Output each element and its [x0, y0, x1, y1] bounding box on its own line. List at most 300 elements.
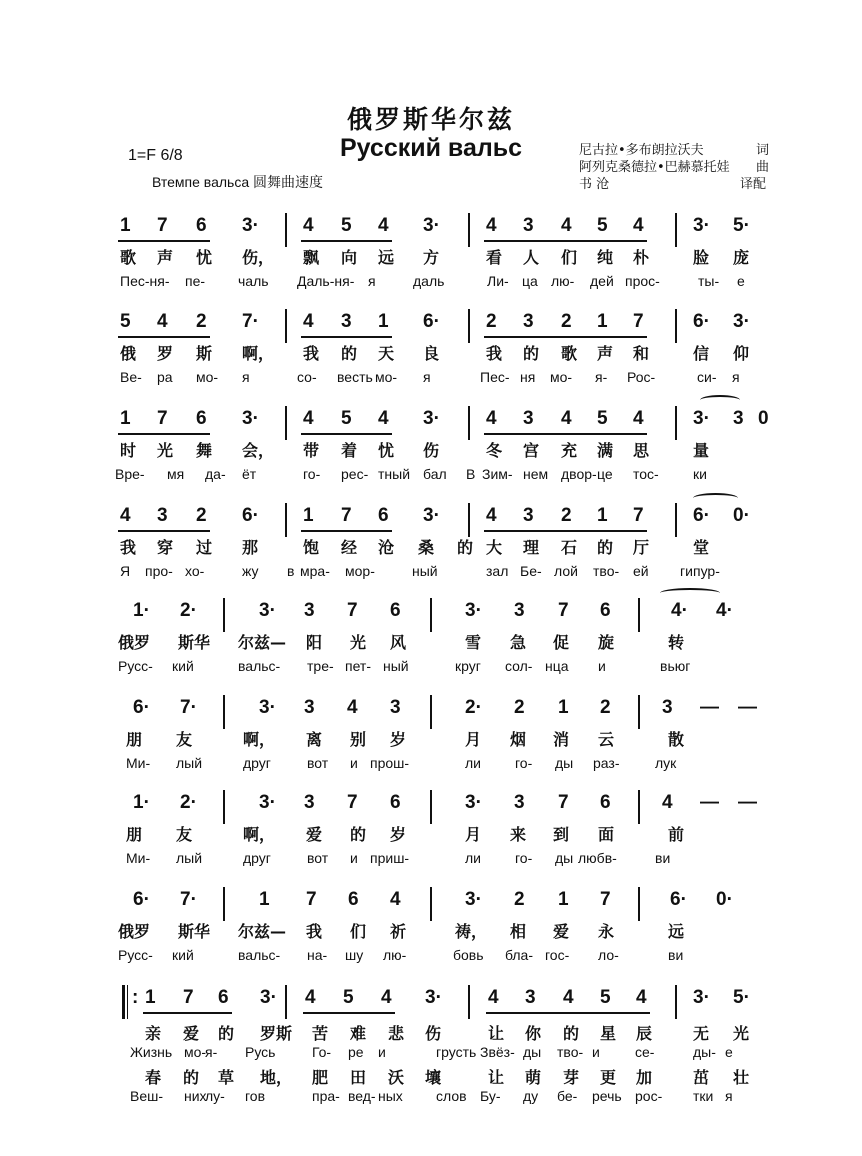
note: 4: [378, 408, 389, 429]
lyric-chinese: 朋: [126, 825, 143, 844]
lyric-chinese: 和: [633, 344, 650, 363]
lyric-russian: мо-: [375, 369, 398, 385]
lyric-chinese: 看: [486, 248, 503, 267]
lyric-chinese: 向: [341, 248, 358, 267]
note: 2: [600, 697, 611, 718]
lyric-russian: ги: [680, 563, 693, 579]
barline: [430, 695, 432, 729]
note: 3: [523, 505, 534, 526]
note: 1: [259, 889, 270, 910]
beam-underline: [484, 433, 647, 435]
lyric-russian: про-: [145, 563, 173, 579]
beam-underline: [118, 433, 210, 435]
lyric-russian: весть: [337, 369, 373, 385]
lyric-chinese-verse2: 壤: [425, 1068, 442, 1087]
lyric-chinese: 着: [341, 441, 358, 460]
lyric-russian: ей: [633, 563, 649, 579]
barline: [430, 887, 432, 921]
lyric-chinese: 消: [553, 730, 570, 749]
barline: [468, 985, 470, 1019]
lyric-russian: любв-: [578, 850, 617, 866]
note: 2·: [180, 600, 197, 621]
lyric-russian: ды: [555, 850, 574, 866]
lyric-chinese: 带: [303, 441, 320, 460]
note: 2: [514, 889, 525, 910]
note: 2: [196, 505, 207, 526]
note: 3: [514, 600, 525, 621]
note: 7: [558, 600, 569, 621]
lyric-russian-verse2: вед-: [348, 1088, 376, 1104]
note: —: [700, 792, 719, 813]
lyric-chinese: 我: [306, 922, 323, 941]
barline: [638, 790, 640, 824]
lyric-russian: я: [242, 369, 250, 385]
lyric-chinese: 人: [523, 248, 540, 267]
note: 3: [304, 792, 315, 813]
note: 6·: [423, 311, 440, 332]
lyric-chinese: 爱: [306, 825, 323, 844]
lyric-russian: хо-: [185, 563, 205, 579]
lyric-chinese: 阳: [306, 633, 323, 652]
lyric-russian: Пес-ня-: [120, 273, 170, 289]
lyric-chinese-verse2: 更: [600, 1068, 617, 1087]
beam-underline: [484, 240, 647, 242]
lyric-russian: Вре-: [115, 466, 145, 482]
lyric-russian: в: [287, 563, 295, 579]
lyric-chinese: 的: [218, 1024, 235, 1043]
note: 3·: [423, 408, 440, 429]
lyric-russian: прош-: [370, 755, 410, 771]
lyric-russian: со-: [297, 369, 317, 385]
lyric-chinese: 无: [693, 1024, 710, 1043]
lyric-chinese: 时: [120, 441, 137, 460]
lyric-chinese: 仰: [733, 344, 750, 363]
barline: [675, 406, 677, 440]
lyric-chinese: 思: [633, 441, 650, 460]
note: 5·: [733, 215, 750, 236]
lyric-chinese: 旋: [598, 633, 615, 652]
note: 4·: [671, 600, 688, 621]
note: 6·: [670, 889, 687, 910]
note: 4: [305, 987, 316, 1008]
note: 4: [120, 505, 131, 526]
lyric-chinese: 让: [488, 1024, 505, 1043]
lyric-russian: прос-: [625, 273, 660, 289]
lyric-russian: ды-: [693, 1044, 716, 1060]
lyric-russian: бал: [423, 466, 447, 482]
note: 0·: [733, 505, 750, 526]
barline: [430, 598, 432, 632]
lyric-chinese: 石: [561, 538, 578, 557]
lyric-russian: и: [378, 1044, 386, 1060]
composer-role: 曲: [756, 160, 770, 175]
lyric-russian: ты-: [698, 273, 720, 289]
lyric-chinese: 忧: [196, 248, 213, 267]
lyric-russian: я: [368, 273, 376, 289]
lyric-russian: ды: [555, 755, 574, 771]
barline: [468, 309, 470, 343]
lyric-chinese: 信: [693, 344, 710, 363]
note: 7: [633, 311, 644, 332]
lyric-chinese: 离: [306, 730, 323, 749]
note: 1·: [133, 600, 150, 621]
beam-underline: [118, 240, 210, 242]
lyric-russian: вальс-: [238, 658, 281, 674]
lyric-chinese: 舞: [196, 441, 213, 460]
note: 3: [514, 792, 525, 813]
lyric-chinese: 纯: [597, 248, 614, 267]
lyric-chinese: 的: [341, 344, 358, 363]
lyric-russian-verse2: рос-: [635, 1088, 663, 1104]
lyric-chinese: 充: [561, 441, 578, 460]
lyric-chinese: 方: [423, 248, 440, 267]
lyric-chinese: 庞: [733, 248, 750, 267]
note: 6·: [133, 697, 150, 718]
lyric-chinese: 到: [553, 825, 570, 844]
lyric-russian: пе-: [185, 273, 206, 289]
lyric-russian: лый: [176, 755, 203, 771]
note: 6: [218, 987, 229, 1008]
note: 5: [120, 311, 131, 332]
lyric-russian: ли: [465, 755, 481, 771]
lyric-chinese: 亲: [145, 1024, 162, 1043]
lyric-russian-verse2: ных: [378, 1088, 403, 1104]
note: 7: [558, 792, 569, 813]
lyric-russian: е: [737, 273, 745, 289]
lyric-chinese: 啊，: [242, 344, 275, 363]
lyric-russian: и: [350, 755, 358, 771]
barline: [675, 985, 677, 1019]
note: 3: [523, 215, 534, 236]
lyric-russian: друг: [243, 755, 271, 771]
note: 0: [758, 408, 769, 429]
lyric-russian: мо-: [184, 1044, 207, 1060]
note: 3·: [259, 600, 276, 621]
note: 4: [347, 697, 358, 718]
note: 7: [347, 600, 358, 621]
note: 6: [600, 600, 611, 621]
lyric-chinese: 我: [303, 344, 320, 363]
lyric-russian: ре: [348, 1044, 364, 1060]
note: 7·: [242, 311, 259, 332]
lyric-russian: я: [732, 369, 740, 385]
lyric-chinese: 朴: [633, 248, 650, 267]
note: 2·: [180, 792, 197, 813]
lyric-russian: го-: [303, 466, 321, 482]
lyric-chinese: 理: [523, 538, 540, 557]
barline: [638, 598, 640, 632]
note: 4: [561, 408, 572, 429]
lyric-russian: го-: [515, 850, 533, 866]
lyric-russian: ло-: [598, 947, 619, 963]
barline: [675, 309, 677, 343]
beam-underline: [484, 336, 647, 338]
note: 4: [303, 408, 314, 429]
note: 1: [558, 889, 569, 910]
lyric-chinese: 光: [157, 441, 174, 460]
note: 2·: [465, 697, 482, 718]
lyric-russian: В: [466, 466, 476, 482]
note: 7·: [180, 889, 197, 910]
note: 4: [633, 215, 644, 236]
note: 4: [157, 311, 168, 332]
lyric-russian: го-: [515, 755, 533, 771]
barline: [285, 406, 287, 440]
lyric-russian: друг: [243, 850, 271, 866]
lyric-chinese: 穿: [157, 538, 174, 557]
note: 4: [303, 311, 314, 332]
lyric-russian: це: [597, 466, 613, 482]
note: 3·: [693, 215, 710, 236]
note: 0·: [716, 889, 733, 910]
lyric-russian: ви: [668, 947, 684, 963]
lyric-chinese: 啊，: [243, 825, 276, 844]
lyric-russian-verse2: Бу-: [480, 1088, 501, 1104]
lyric-chinese: 忧: [378, 441, 395, 460]
lyric-chinese: 的: [350, 825, 367, 844]
lyric-russian: ца: [522, 273, 538, 289]
barline: [675, 503, 677, 537]
note: 4: [636, 987, 647, 1008]
note: 3·: [465, 600, 482, 621]
lyric-chinese-verse2: 加: [636, 1068, 653, 1087]
lyric-russian: ра: [157, 369, 173, 385]
lyric-chinese: 满: [597, 441, 614, 460]
lyric-russian: Ве-: [120, 369, 142, 385]
lyric-chinese: 星: [600, 1024, 617, 1043]
lyric-russian: лю-: [383, 947, 407, 963]
note: 3: [523, 408, 534, 429]
note: 4: [486, 408, 497, 429]
lyric-chinese: 堂: [693, 538, 710, 557]
lyric-russian-verse2: тки: [693, 1088, 714, 1104]
lyric-russian: Ми-: [126, 850, 151, 866]
lyric-chinese: 俄罗: [118, 633, 151, 652]
note: 6: [390, 792, 401, 813]
lyric-russian: лой: [554, 563, 578, 579]
lyric-chinese-verse2: 田: [350, 1068, 367, 1087]
lyric-chinese-verse2: 芽: [563, 1068, 580, 1087]
lyric-russian: кий: [172, 658, 194, 674]
lyric-chinese: 的: [457, 538, 474, 557]
beam-underline: [301, 530, 392, 532]
lyric-chinese: 急: [510, 633, 527, 652]
lyric-chinese: 面: [598, 825, 615, 844]
note: 4: [633, 408, 644, 429]
lyric-russian: лый: [176, 850, 203, 866]
lyric-russian: рес-: [341, 466, 369, 482]
lyric-russian: лю-: [551, 273, 575, 289]
lyric-russian-verse2: пра-: [312, 1088, 340, 1104]
note: —: [738, 792, 757, 813]
note: 1·: [133, 792, 150, 813]
lyric-russian: Го-: [312, 1044, 332, 1060]
lyric-russian-verse2: Веш-: [130, 1088, 164, 1104]
translator-name: 书 沧: [579, 177, 610, 192]
lyric-chinese: 岁: [390, 730, 407, 749]
lyric-chinese: 会，: [242, 441, 275, 460]
lyric-russian: мо-: [550, 369, 573, 385]
barline: [430, 790, 432, 824]
lyric-russian: нца: [545, 658, 569, 674]
note: 4: [303, 215, 314, 236]
composer-name: 阿列克桑德拉•巴赫慕托娃: [579, 160, 730, 175]
barline: [468, 406, 470, 440]
lyric-chinese: 的: [523, 344, 540, 363]
lyric-russian: раз-: [593, 755, 620, 771]
lyric-russian: е: [725, 1044, 733, 1060]
note: 3·: [733, 311, 750, 332]
lyric-chinese: 宫: [523, 441, 540, 460]
lyric-chinese: 友: [176, 730, 193, 749]
lyric-chinese: 罗斯: [260, 1024, 293, 1043]
note: 3: [662, 697, 673, 718]
note: 3·: [260, 987, 277, 1008]
beam-underline: [484, 530, 647, 532]
lyric-chinese: 朋: [126, 730, 143, 749]
lyric-chinese: 爱: [183, 1024, 200, 1043]
beam-underline: [118, 530, 210, 532]
lyric-chinese: 促: [553, 633, 570, 652]
note: 3: [390, 697, 401, 718]
lyric-chinese: 别: [350, 730, 367, 749]
note: 6·: [242, 505, 259, 526]
note: 7: [633, 505, 644, 526]
lyric-chinese: 沧: [378, 538, 395, 557]
lyric-chinese: 月: [465, 730, 482, 749]
lyric-chinese: 悲: [388, 1024, 405, 1043]
lyric-chinese-verse2: 肥: [312, 1068, 329, 1087]
lyric-russian: даль: [413, 273, 445, 289]
beam-underline: [118, 336, 210, 338]
lyric-russian: Ми-: [126, 755, 151, 771]
lyric-russian: ёт: [242, 466, 257, 482]
lyric-russian: ный: [383, 658, 409, 674]
lyric-russian: ви: [655, 850, 671, 866]
note: 3·: [693, 987, 710, 1008]
lyric-chinese: 声: [157, 248, 174, 267]
lyric-chinese-verse2: 春: [145, 1068, 162, 1087]
note: 1: [120, 408, 131, 429]
note: 6: [390, 600, 401, 621]
lyric-russian: вальс-: [238, 947, 281, 963]
lyric-russian: Звёз-: [480, 1044, 515, 1060]
lyric-chinese: 啊，: [243, 730, 276, 749]
tie-slur: [700, 395, 740, 405]
lyric-chinese: 脸: [693, 248, 710, 267]
lyric-russian: я-: [595, 369, 608, 385]
note: 6·: [133, 889, 150, 910]
lyric-chinese: 前: [668, 825, 685, 844]
lyric-chinese: 歌: [561, 344, 578, 363]
beam-underline: [301, 240, 392, 242]
barline: [468, 503, 470, 537]
repeat-barline: [127, 985, 128, 1019]
note: 6·: [693, 505, 710, 526]
note: 3·: [465, 889, 482, 910]
barline: [285, 503, 287, 537]
lyric-chinese: 来: [510, 825, 527, 844]
lyric-chinese: 饱: [303, 538, 320, 557]
note: 3: [304, 600, 315, 621]
note: 5: [600, 987, 611, 1008]
lyric-russian: Русс-: [118, 658, 153, 674]
lyric-russian: ня: [520, 369, 536, 385]
note: 6: [196, 408, 207, 429]
barline: [468, 213, 470, 247]
lyric-russian: шу: [345, 947, 364, 963]
lyric-russian: и: [350, 850, 358, 866]
lyric-chinese: 伤，: [242, 248, 275, 267]
lyric-chinese: 我: [120, 538, 137, 557]
lyric-chinese-verse2: 的: [183, 1068, 200, 1087]
barline: [638, 695, 640, 729]
barline: [638, 887, 640, 921]
lyric-russian-verse2: лу-: [205, 1088, 225, 1104]
lyric-russian: мор-: [345, 563, 375, 579]
lyric-russian: двор-: [561, 466, 597, 482]
lyric-russian: вот: [307, 850, 329, 866]
lyric-russian: Даль-ня-: [297, 273, 355, 289]
note: 4: [486, 215, 497, 236]
lyric-chinese: 友: [176, 825, 193, 844]
lyric-russian: бовь: [453, 947, 484, 963]
note: 2: [196, 311, 207, 332]
note: 1: [597, 505, 608, 526]
barline: [285, 985, 287, 1019]
lyric-russian: се-: [635, 1044, 655, 1060]
note: 4: [486, 505, 497, 526]
note: 2: [561, 505, 572, 526]
lyric-chinese: 伤: [423, 441, 440, 460]
lyric-chinese: 远: [378, 248, 395, 267]
note: 7: [157, 215, 168, 236]
lyric-chinese: 苦: [312, 1024, 329, 1043]
beam-underline: [301, 336, 392, 338]
lyric-russian: Рос-: [627, 369, 656, 385]
lyricist-name: 尼古拉•多布朗拉沃夫: [579, 143, 704, 158]
lyric-chinese: 远: [668, 922, 685, 941]
lyric-russian: Ли-: [487, 273, 509, 289]
lyric-chinese: 转: [668, 633, 685, 652]
note: 3: [157, 505, 168, 526]
lyric-chinese: 经: [341, 538, 358, 557]
note: 2: [561, 311, 572, 332]
lyric-chinese: 我: [486, 344, 503, 363]
barline: [675, 213, 677, 247]
lyric-russian: чаль: [238, 273, 269, 289]
note: 1: [120, 215, 131, 236]
note: 3·: [423, 505, 440, 526]
lyric-chinese: 辰: [636, 1024, 653, 1043]
lyric-chinese: 量: [693, 441, 710, 460]
lyric-chinese: 月: [465, 825, 482, 844]
note: 4: [381, 987, 392, 1008]
note: 1: [303, 505, 314, 526]
note: 4: [561, 215, 572, 236]
lyric-chinese: 的: [597, 538, 614, 557]
lyric-russian: си-: [697, 369, 717, 385]
lyric-russian: пур-: [693, 563, 720, 579]
lyric-russian: зал: [486, 563, 509, 579]
barline: [285, 309, 287, 343]
note: 7: [306, 889, 317, 910]
beam-underline: [143, 1012, 232, 1014]
lyric-chinese: 的: [563, 1024, 580, 1043]
lyric-chinese: 飘: [303, 248, 320, 267]
lyric-russian-verse2: гов: [245, 1088, 266, 1104]
lyric-chinese: 们: [350, 922, 367, 941]
